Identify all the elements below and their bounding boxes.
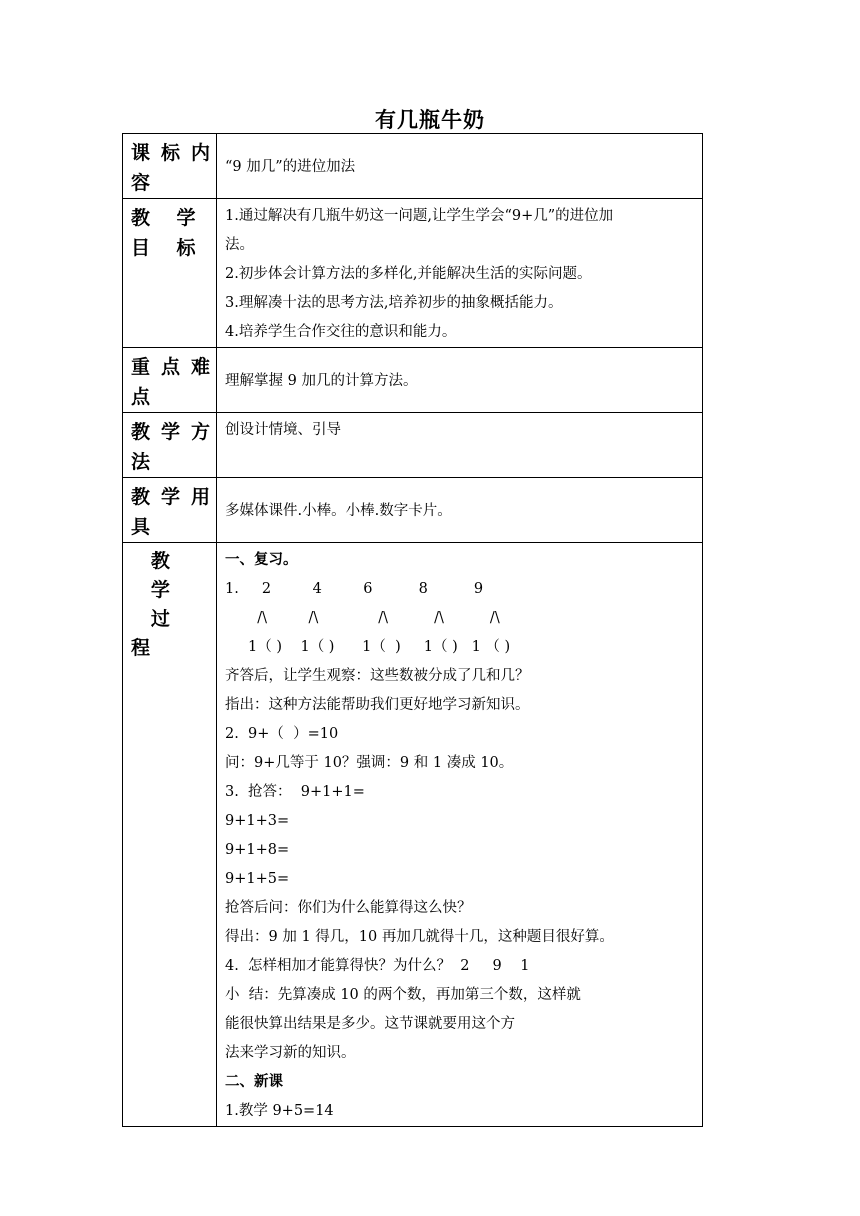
process-line: 2. 9+（ ）=10	[225, 726, 339, 742]
label-process-line: 程	[131, 637, 151, 659]
process-line: 1（ ) 1（ ) 1（ ) 1（ ) 1 （ )	[225, 639, 511, 655]
label-method-line2: 法	[131, 451, 151, 473]
process-line: 1. 2 4 6 8 9	[225, 581, 484, 597]
label-goals	[123, 199, 217, 348]
value-method	[217, 413, 703, 478]
tools-text: 多媒体课件.小棒。小棒.数字卡片。	[225, 503, 452, 519]
process-line: /\ /\ /\ /\ /\	[225, 610, 500, 626]
label-key	[123, 348, 217, 413]
label-method	[123, 413, 217, 478]
page-title: 有几瓶牛奶	[375, 108, 485, 132]
row-method	[123, 413, 703, 478]
goal-item: 法。	[225, 237, 254, 253]
method-text: 创设计情境、引导	[225, 422, 341, 438]
value-key	[217, 348, 703, 413]
label-key-line1: 重 点 难	[131, 356, 210, 378]
process-line: 齐答后，让学生观察：这些数被分成了几和几？	[225, 668, 530, 684]
section-heading-review: 一、复习。	[225, 552, 298, 568]
label-process-line: 学	[131, 579, 170, 601]
process-line: 9+1+3=	[225, 813, 290, 829]
label-tools-line1: 教 学 用	[131, 486, 210, 508]
goal-item: 3.理解凑十法的思考方法,培养初步的抽象概括能力。	[225, 295, 563, 311]
goal-item: 2.初步体会计算方法的多样化,并能解决生活的实际问题。	[225, 266, 592, 282]
process-line: 问：9+几等于 10？强调：9 和 1 凑成 10。	[225, 755, 514, 771]
row-content	[123, 134, 703, 199]
process-line: 能很快算出结果是多少。这节课就要用这个方	[225, 1016, 515, 1032]
label-content-line2: 容	[131, 172, 151, 194]
row-goals	[123, 199, 703, 348]
process-line: 得出：9 加 1 得几，10 再加几就得十几，这种题目很好算。	[225, 929, 614, 945]
process-line: 法来学习新的知识。	[225, 1045, 356, 1061]
label-process-line: 教	[131, 550, 170, 572]
row-process	[123, 543, 703, 1127]
label-key-line2: 点	[131, 386, 151, 408]
key-text: 理解掌握 9 加几的计算方法。	[225, 373, 418, 389]
label-method-line1: 教 学 方	[131, 421, 210, 443]
label-goals-line1: 教 学	[131, 207, 196, 229]
label-content	[123, 134, 217, 199]
lesson-plan-table	[122, 133, 703, 1127]
row-tools	[123, 478, 703, 543]
value-process	[217, 543, 703, 1127]
section-heading-new: 二、新课	[225, 1074, 283, 1090]
label-process	[123, 543, 217, 1127]
goal-item: 4.培养学生合作交往的意识和能力。	[225, 324, 457, 340]
process-line: 9+1+8=	[225, 842, 290, 858]
value-tools	[217, 478, 703, 543]
process-line: 小 结：先算凑成 10 的两个数，再加第三个数，这样就	[225, 987, 581, 1003]
goal-item: 1.通过解决有几瓶牛奶这一问题,让学生学会“9+几”的进位加	[225, 208, 614, 224]
process-line: 指出：这种方法能帮助我们更好地学习新知识。	[225, 697, 530, 713]
label-tools	[123, 478, 217, 543]
value-content	[217, 134, 703, 199]
process-line: 9+1+5=	[225, 871, 290, 887]
content-text: “9 加几”的进位加法	[225, 159, 356, 175]
value-goals	[217, 199, 703, 348]
process-line: 4. 怎样相加才能算得快？为什么？ 2 9 1	[225, 958, 530, 974]
label-content-line1: 课 标 内	[131, 142, 210, 164]
label-process-line: 过	[131, 608, 170, 630]
process-line: 3. 抢答： 9+1+1=	[225, 784, 365, 800]
label-tools-line2: 具	[131, 516, 151, 538]
label-goals-line2: 目 标	[131, 237, 196, 259]
process-line: 抢答后问：你们为什么能算得这么快？	[225, 900, 472, 916]
row-key	[123, 348, 703, 413]
process-line: 1.教学 9+5=14	[225, 1103, 334, 1119]
